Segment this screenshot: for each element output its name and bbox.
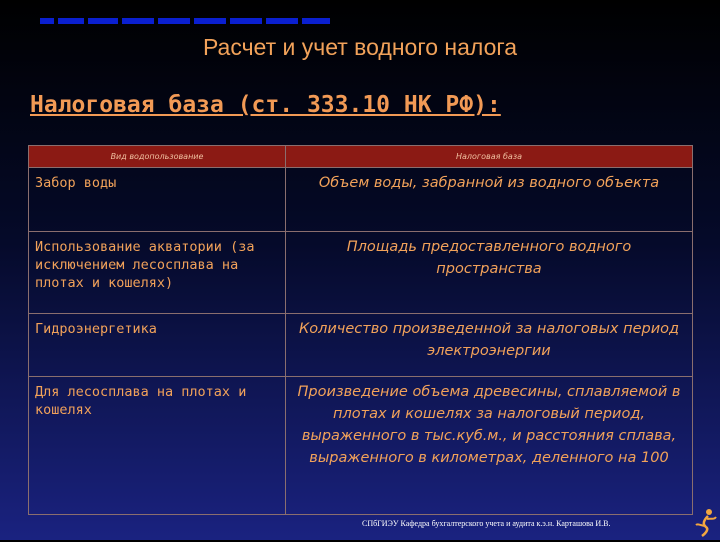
header-usage-type: Вид водопользование <box>29 146 286 168</box>
table-row <box>29 314 693 377</box>
tax-base-cell: Площадь предоставленного водного пространства <box>286 232 693 314</box>
table-row <box>29 232 693 314</box>
table-row <box>29 168 693 232</box>
tax-base-cell: Произведение объема древесины, сплавляемой в плотах и кошелях за налоговый период, выраженного в тыс.куб.м., и расстояния сплава, выраженного в километрах, деленного на 100 <box>286 377 693 515</box>
usage-type-cell: Забор воды <box>29 168 286 232</box>
usage-type-cell: Гидроэнергетика <box>29 314 286 377</box>
footer-credit: СПбГИЭУ Кафедра бухгалтерского учета и аудита к.э.н. Карташова И.В. <box>362 519 611 528</box>
usage-type-cell: Использование акватории (за исключением лесосплава на плотах и кошелях) <box>29 232 286 314</box>
usage-type-cell: Для лесосплава на плотах и кошелях <box>29 377 286 515</box>
table-header-row <box>29 146 693 168</box>
decorative-top-bars <box>40 18 330 26</box>
slide-title: Расчет и учет водного налога <box>202 34 518 60</box>
slide-subtitle: Налоговая база (ст. 333.10 НК РФ): <box>30 92 501 118</box>
tax-base-table <box>28 145 693 515</box>
dancer-logo-icon <box>694 508 718 542</box>
table-row <box>29 377 693 515</box>
header-tax-base: Налоговая база <box>286 146 693 168</box>
tax-base-cell: Количество произведенной за налоговых период электроэнергии <box>286 314 693 377</box>
tax-base-cell: Объем воды, забранной из водного объекта <box>286 168 693 232</box>
